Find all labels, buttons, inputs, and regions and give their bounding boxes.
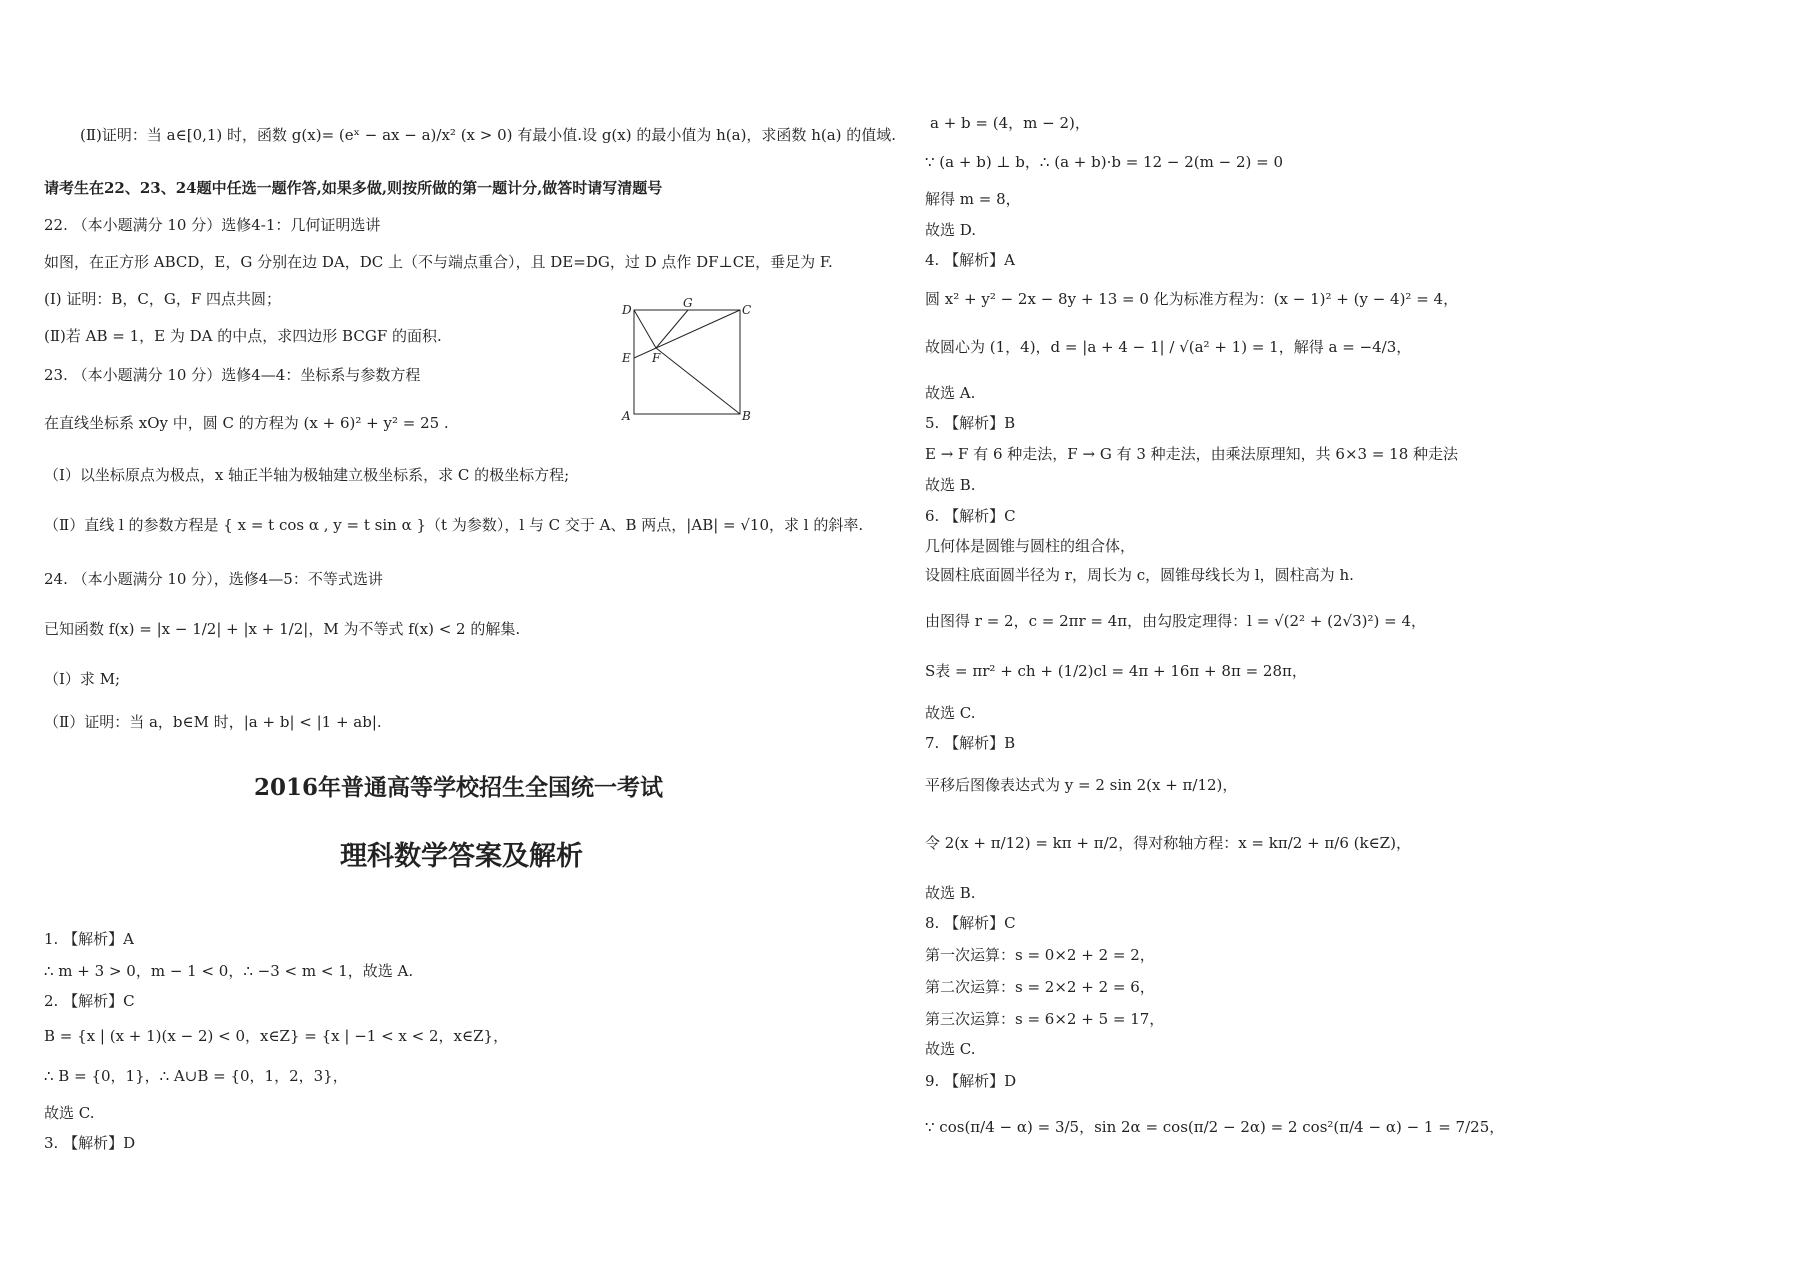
answer-9-header: 9. 【解析】D [925,1072,1017,1090]
answer-title: 理科数学答案及解析 [340,841,583,872]
square-diagram [620,296,752,426]
answer-4-line-1: 圆 x² + y² − 2x − 8y + 13 = 0 化为标准方程为：(x − 1)² + (y − 4)² = 4， [925,290,1459,308]
answer-6-line-1: 几何体是圆锥与圆柱的组合体， [925,537,1136,555]
segment-df [634,310,656,348]
problem-23-statement: 在直线坐标系 xOy 中，圆 C 的方程为 (x + 6)² + y² = 25 . [44,414,449,432]
square-outline [634,310,740,414]
problem-23-part-1: （I）以坐标原点为极点，x 轴正半轴为极轴建立极坐标系，求 C 的极坐标方程; [44,466,570,484]
answer-6-line-2: 设圆柱底面圆半径为 r，周长为 c，圆锥母线长为 l，圆柱高为 h. [925,566,1354,584]
label-b: B [742,409,751,423]
answer-2-body-2: ∴ B = {0，1}，∴ A∪B = {0，1，2，3}， [44,1067,348,1085]
problem-24-part-1: （I）求 M; [44,670,121,688]
answer-6-conclusion: 故选 C. [925,704,976,722]
answer-2-body-1: B = {x | (x + 1)(x − 2) < 0，x∈Z} = {x | −1 < x < 2，x∈Z}， [44,1027,509,1045]
problem-23-header: 23. （本小题满分 10 分）选修4—4：坐标系与参数方程 [44,366,421,384]
answer-8-line-3: 第三次运算：s = 6×2 + 5 = 17， [925,1010,1165,1028]
segment-fb [656,348,740,414]
answer-8-header: 8. 【解析】C [925,914,1016,932]
answer-3-line-2: ∵ (a + b) ⊥ b，∴ (a + b)·b = 12 − 2(m − 2) = 0 [925,153,1284,171]
answer-1-header: 1. 【解析】A [44,930,134,948]
problem-22-part-1: (Ⅰ) 证明：B，C，G，F 四点共圆； [44,290,282,308]
label-g: G [683,296,693,310]
answer-3-line-3: 解得 m = 8， [925,190,1021,208]
answer-7-line-1: 平移后图像表达式为 y = 2 sin 2(x + π/12)， [925,776,1238,794]
square-figure [620,296,752,426]
problem-22-statement: 如图，在正方形 ABCD，E，G 分别在边 DA，DC 上（不与端点重合），且 DE=DG，过 D 点作 DF⊥CE，垂足为 F. [44,253,833,271]
problem-21-part-2: (Ⅱ)证明：当 a∈[0,1) 时，函数 g(x)= (eˣ − ax − a)/x² (x > 0) 有最小值.设 g(x) 的最小值为 h(a)，求函数 h(a) 的值域. [80,126,897,144]
segment-fg [656,310,688,348]
problem-23-part-2: （Ⅱ）直线 l 的参数方程是 { x = t cos α , y = t sin α }（t 为参数），l 与 C 交于 A、B 两点，|AB| = √10，求 l 的斜率. [44,516,864,534]
answer-3-line-1: a + b = (4，m − 2)， [930,114,1090,132]
answer-2-header: 2. 【解析】C [44,992,135,1010]
exam-title: 2016年普通高等学校招生全国统一考试 [254,774,664,801]
label-d: D [622,303,632,317]
problem-24-statement: 已知函数 f(x) = |x − 1/2| + |x + 1/2|，M 为不等式 f(x) < 2 的解集. [44,620,521,638]
answer-4-header: 4. 【解析】A [925,251,1015,269]
answer-7-line-2: 令 2(x + π/12) = kπ + π/2，得对称轴方程：x = kπ/2 + π/6 (k∈Z)， [925,834,1411,852]
answer-3-conclusion: 故选 D. [925,221,977,239]
answer-5-conclusion: 故选 B. [925,476,976,494]
instruction-note: 请考生在22、23、24题中任选一题作答,如果多做,则按所做的第一题计分,做答时请写清题号 [44,179,663,197]
answer-6-header: 6. 【解析】C [925,507,1016,525]
problem-22-part-2: (Ⅱ)若 AB = 1，E 为 DA 的中点，求四边形 BCGF 的面积. [44,327,442,345]
answer-8-conclusion: 故选 C. [925,1040,976,1058]
label-f: F [652,351,661,365]
answer-9-line-1: ∵ cos(π/4 − α) = 3/5，sin 2α = cos(π/2 − 2α) = 2 cos²(π/4 − α) − 1 = 7/25， [925,1118,1505,1136]
problem-22-header: 22. （本小题满分 10 分）选修4-1：几何证明选讲 [44,216,381,234]
answer-6-line-4: S表 = πr² + ch + (1/2)cl = 4π + 16π + 8π = 28π， [925,662,1307,680]
label-c: C [742,303,752,317]
answer-4-conclusion: 故选 A. [925,384,976,402]
problem-24-header: 24. （本小题满分 10 分），选修4—5：不等式选讲 [44,570,383,588]
answer-5-line-1: E → F 有 6 种走法，F → G 有 3 种走法，由乘法原理知，共 6×3 = 18 种走法 [925,445,1459,463]
answer-5-header: 5. 【解析】B [925,414,1016,432]
answer-6-line-3: 由图得 r = 2，c = 2πr = 4π，由勾股定理得：l = √(2² + (2√3)²) = 4， [925,612,1427,630]
answer-2-conclusion: 故选 C. [44,1104,95,1122]
answer-7-header: 7. 【解析】B [925,734,1016,752]
segment-ec [634,310,740,358]
answer-1-body: ∴ m + 3 > 0，m − 1 < 0，∴ −3 < m < 1，故选 A. [44,962,414,980]
answer-3-header: 3. 【解析】D [44,1134,136,1152]
answer-8-line-1: 第一次运算：s = 0×2 + 2 = 2， [925,946,1155,964]
answer-7-conclusion: 故选 B. [925,884,976,902]
label-a: A [622,409,631,423]
problem-24-part-2: （Ⅱ）证明：当 a，b∈M 时，|a + b| < |1 + ab|. [44,713,382,731]
answer-4-line-2: 故圆心为 (1，4)，d = |a + 4 − 1| / √(a² + 1) = 1，解得 a = −4/3， [925,338,1412,356]
label-e: E [622,351,631,365]
answer-8-line-2: 第二次运算：s = 2×2 + 2 = 6， [925,978,1155,996]
